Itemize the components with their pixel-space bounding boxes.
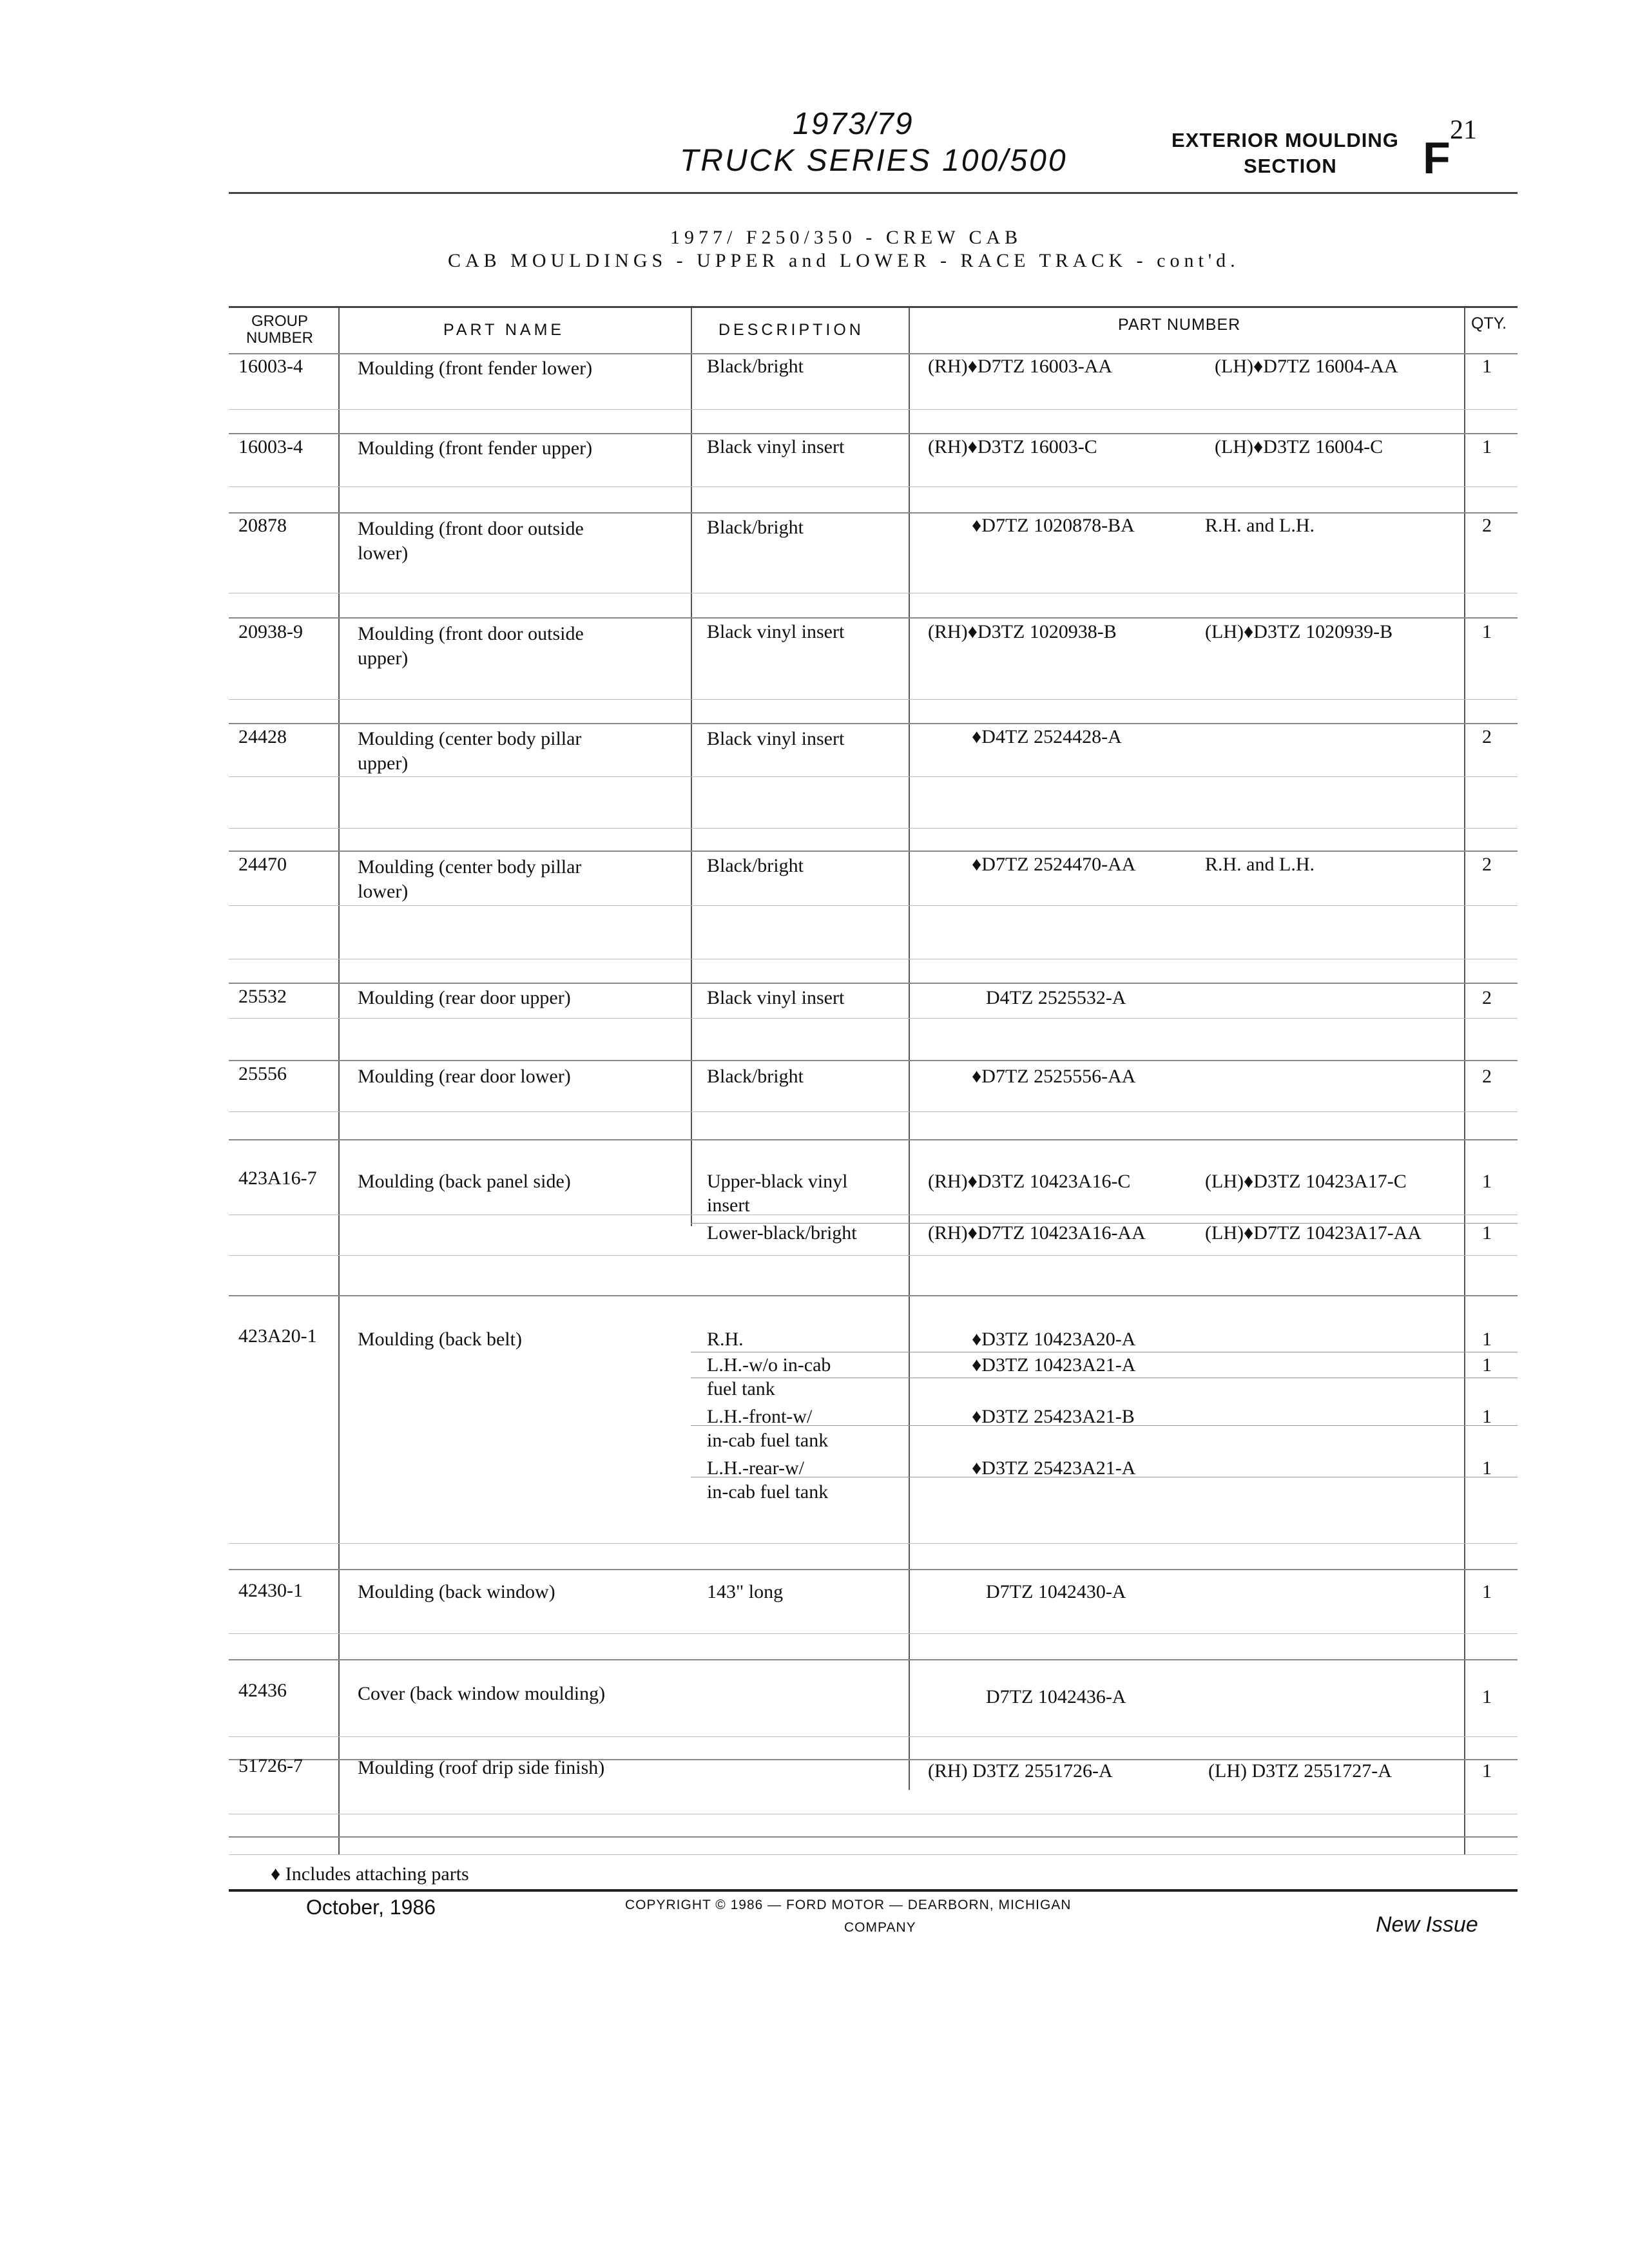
quantity: 1 [1482,1760,1492,1782]
part-description-cont: in-cab fuel tank [707,1430,829,1451]
copyright-company: COMPANY [844,1920,916,1935]
part-name-cont: upper) [358,753,409,774]
row-rule [229,486,1518,487]
row-rule [229,1736,1518,1737]
quantity: 2 [1482,515,1492,536]
part-name: Moulding (front door outside [358,518,584,539]
part-description: Lower-black/bright [707,1222,857,1244]
group-number: 16003-4 [238,356,303,377]
issue-date: October, 1986 [306,1896,436,1919]
quantity: 1 [1482,1329,1492,1350]
row-rule [229,1060,1518,1061]
group-number: 42430-1 [238,1580,303,1601]
part-number: D7TZ 1042436-A [986,1686,1126,1707]
row-rule [229,512,1518,514]
part-description: Black/bright [707,517,804,538]
part-name: Moulding (front fender lower) [358,358,593,379]
header-part-number: PART NUMBER [1118,316,1241,334]
group-number: 16003-4 [238,436,303,457]
row-rule [229,850,1518,852]
group-number: 423A16-7 [238,1168,317,1189]
section-letter: F [1423,133,1451,183]
row-rule [229,1111,1518,1112]
column-divider [338,308,340,1854]
part-description-cont: in-cab fuel tank [707,1481,829,1503]
group-number: 20938-9 [238,621,303,642]
part-name: Cover (back window moulding) [358,1683,606,1704]
row-rule [229,617,1518,619]
section-subtitle: SECTION [1244,155,1337,177]
part-number-rh: (RH)♦D7TZ 10423A16-AA [928,1222,1146,1244]
row-rule [229,723,1518,724]
part-description: Black/bright [707,356,804,377]
part-description: L.H.-front-w/ [707,1406,813,1427]
part-name: Moulding (center body pillar [358,856,582,878]
part-number-lh: (LH)♦D7TZ 16004-AA [1215,356,1398,377]
part-name-cont: upper) [358,648,409,669]
quantity: 2 [1482,726,1492,747]
group-number: 24470 [238,854,287,875]
row-rule [229,905,1518,906]
column-divider [909,308,910,1790]
part-number-lh: (LH)♦D3TZ 1020939-B [1205,621,1393,642]
part-description: 143" long [707,1581,784,1602]
row-rule [229,828,1518,829]
row-rule [229,1295,1518,1296]
part-name: Moulding (rear door upper) [358,987,571,1008]
category-subtitle: CAB MOULDINGS - UPPER and LOWER - RACE TRACK - cont'd. [448,250,1240,271]
catalog-years: 1973/79 [793,107,914,141]
part-number-lh: (LH)♦D7TZ 10423A17-AA [1205,1222,1422,1244]
part-number-rh: (RH) D3TZ 2551726-A [928,1760,1113,1782]
part-description: Black vinyl insert [707,987,845,1008]
quantity: 1 [1482,1354,1492,1376]
row-rule [229,1018,1518,1019]
part-description: R.H. [707,1329,744,1350]
part-name: Moulding (rear door lower) [358,1066,571,1087]
part-description: Upper-black vinyl [707,1171,848,1192]
row-rule [229,1569,1518,1570]
quantity: 1 [1482,1686,1492,1707]
quantity: 1 [1482,621,1492,642]
header-description: DESCRIPTION [718,321,864,339]
part-side-note: R.H. and L.H. [1205,854,1315,875]
header-group-line1: GROUP [251,312,309,330]
row-rule [229,983,1518,984]
part-number: D7TZ 1042430-A [986,1581,1126,1602]
row-rule [229,1139,1518,1140]
part-description-cont: insert [707,1195,750,1216]
part-number: D4TZ 2525532-A [986,987,1126,1008]
part-description: Black/bright [707,855,804,876]
part-number-rh: (RH)♦D3TZ 10423A16-C [928,1171,1131,1192]
group-number: 42436 [238,1680,287,1701]
quantity: 1 [1482,1406,1492,1427]
part-description: Black vinyl insert [707,436,845,457]
part-description-cont: fuel tank [707,1378,775,1399]
quantity: 1 [1482,1171,1492,1192]
part-name: Moulding (front fender upper) [358,437,593,459]
row-rule [229,1255,1518,1256]
column-divider [1464,308,1465,1854]
quantity: 2 [1482,987,1492,1008]
part-side-note: R.H. and L.H. [1205,515,1315,536]
part-number-lh: (LH)♦D3TZ 16004-C [1215,436,1383,457]
header-qty: QTY. [1471,314,1507,332]
part-name-cont: lower) [358,881,409,902]
part-number: ♦D3TZ 25423A21-A [972,1457,1136,1479]
column-divider [691,308,692,1226]
part-name: Moulding (back window) [358,1581,555,1602]
part-description: L.H.-rear-w/ [707,1457,804,1479]
section-title: EXTERIOR MOULDING [1171,129,1399,151]
part-number: ♦D7TZ 2524470-AA [972,854,1136,875]
page-number: 21 [1450,115,1477,145]
group-number: 51726-7 [238,1755,303,1776]
row-rule [229,1854,1518,1855]
header-rule [229,192,1518,194]
quantity: 2 [1482,854,1492,875]
part-number-rh: (RH)♦D3TZ 1020938-B [928,621,1117,642]
quantity: 2 [1482,1066,1492,1087]
header-group [246,313,313,347]
group-number: 20878 [238,515,287,536]
copyright-notice: COPYRIGHT © 1986 — FORD MOTOR — DEARBORN, MICHIGAN [625,1898,1072,1912]
part-description: Black/bright [707,1066,804,1087]
group-number: 24428 [238,726,287,747]
group-number: 423A20-1 [238,1325,317,1347]
part-name: Moulding (center body pillar [358,728,582,749]
row-rule [229,1633,1518,1634]
row-rule [229,1543,1518,1544]
part-description: Black vinyl insert [707,621,845,642]
quantity: 1 [1482,356,1492,377]
legend-note: ♦ Includes attaching parts [271,1863,469,1885]
part-name: Moulding (back panel side) [358,1171,571,1192]
model-subtitle: 1977/ F250/350 - CREW CAB [670,227,1023,248]
row-rule [229,699,1518,700]
row-rule [229,409,1518,410]
part-number: ♦D3TZ 25423A21-B [972,1406,1135,1427]
part-number: ♦D4TZ 2524428-A [972,726,1122,747]
quantity: 1 [1482,436,1492,457]
part-number-rh: (RH)♦D7TZ 16003-AA [928,356,1113,377]
part-name-cont: lower) [358,543,409,564]
catalog-series: TRUCK SERIES 100/500 [680,144,1068,178]
part-number: ♦D3TZ 10423A20-A [972,1329,1136,1350]
group-number: 25532 [238,986,287,1007]
part-description: Black vinyl insert [707,728,845,749]
part-name: Moulding (back belt) [358,1329,522,1350]
row-rule [229,776,1518,777]
part-number: ♦D3TZ 10423A21-A [972,1354,1136,1376]
part-number: ♦D7TZ 2525556-AA [972,1066,1136,1087]
footer-rule [229,1889,1518,1892]
part-name: Moulding (roof drip side finish) [358,1757,605,1778]
part-name: Moulding (front door outside [358,623,584,644]
table-top-rule [229,306,1518,308]
part-number: ♦D7TZ 1020878-BA [972,515,1135,536]
row-rule [229,1836,1518,1838]
part-description: L.H.-w/o in-cab [707,1354,831,1376]
issue-status: New Issue [1376,1912,1478,1937]
row-rule [229,1659,1518,1660]
quantity: 1 [1482,1581,1492,1602]
quantity: 1 [1482,1222,1492,1244]
row-rule [229,433,1518,434]
part-number-rh: (RH)♦D3TZ 16003-C [928,436,1097,457]
header-part-name: PART NAME [443,321,565,339]
quantity: 1 [1482,1457,1492,1479]
header-group-line2: NUMBER [246,329,314,347]
part-number-lh: (LH) D3TZ 2551727-A [1208,1760,1392,1782]
part-number-lh: (LH)♦D3TZ 10423A17-C [1205,1171,1407,1192]
group-number: 25556 [238,1063,287,1084]
